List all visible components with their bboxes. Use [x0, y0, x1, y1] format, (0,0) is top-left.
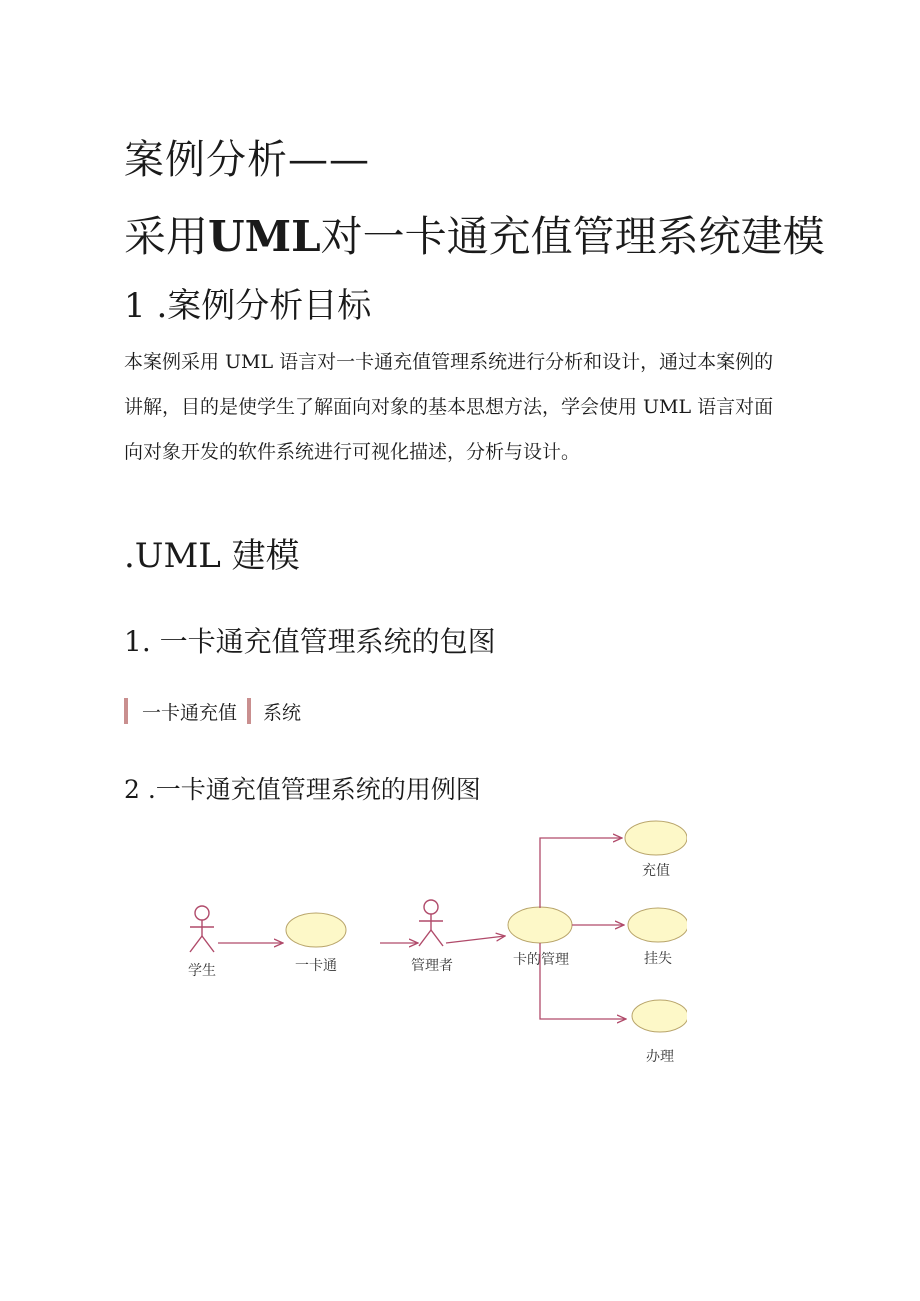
- admin-actor-label: 管理者: [411, 958, 453, 974]
- use-case-handle-label: 办理: [646, 1049, 674, 1065]
- paragraph-line: 讲解，目的是使学生了解面向对象的基本思想方法，学会使用 UML 语言对面: [124, 396, 774, 418]
- use-case-handle: [632, 1000, 688, 1032]
- student-actor-icon: [190, 906, 214, 952]
- section1-heading: 1 .案例分析目标: [124, 286, 372, 326]
- package-diagram-heading: 1. 一卡通充值管理系统的包图: [124, 625, 496, 658]
- arrow-admin-management: [446, 936, 505, 943]
- use-case-card: [286, 913, 346, 947]
- title-uml: UML: [208, 212, 321, 261]
- use-case-diagram-heading: 2 .一卡通充值管理系统的用例图: [124, 775, 481, 804]
- package-name-part2: 系统: [263, 701, 302, 724]
- paragraph-line: 本案例采用 UML 语言对一卡通充值管理系统进行分析和设计，通过本案例的: [124, 351, 774, 373]
- diagram-crop-mask: [687, 810, 747, 1050]
- use-case-recharge-label: 充值: [642, 863, 670, 879]
- title-suffix: 对一卡通充值管理系统建模: [320, 212, 825, 261]
- student-actor-label: 学生: [188, 963, 216, 979]
- use-case-report-loss: [628, 908, 688, 942]
- arrow-management-recharge: [540, 838, 622, 908]
- use-case-report-loss-label: 挂失: [644, 951, 672, 967]
- paragraph-line: 向对象开发的软件系统进行可视化描述，分析与设计。: [124, 441, 581, 463]
- doc-title-line1: 案例分析——: [124, 137, 370, 183]
- use-case-card-label: 一卡通: [295, 958, 337, 974]
- package-name-part1: 一卡通充值: [142, 701, 238, 724]
- title-prefix: 采用: [124, 212, 209, 261]
- section2-heading: .UML 建模: [124, 536, 300, 576]
- admin-actor-icon: [419, 900, 443, 946]
- use-case-card-management: [508, 907, 572, 943]
- use-case-card-management-label: 卡的管理: [513, 952, 569, 968]
- use-case-recharge: [625, 821, 687, 855]
